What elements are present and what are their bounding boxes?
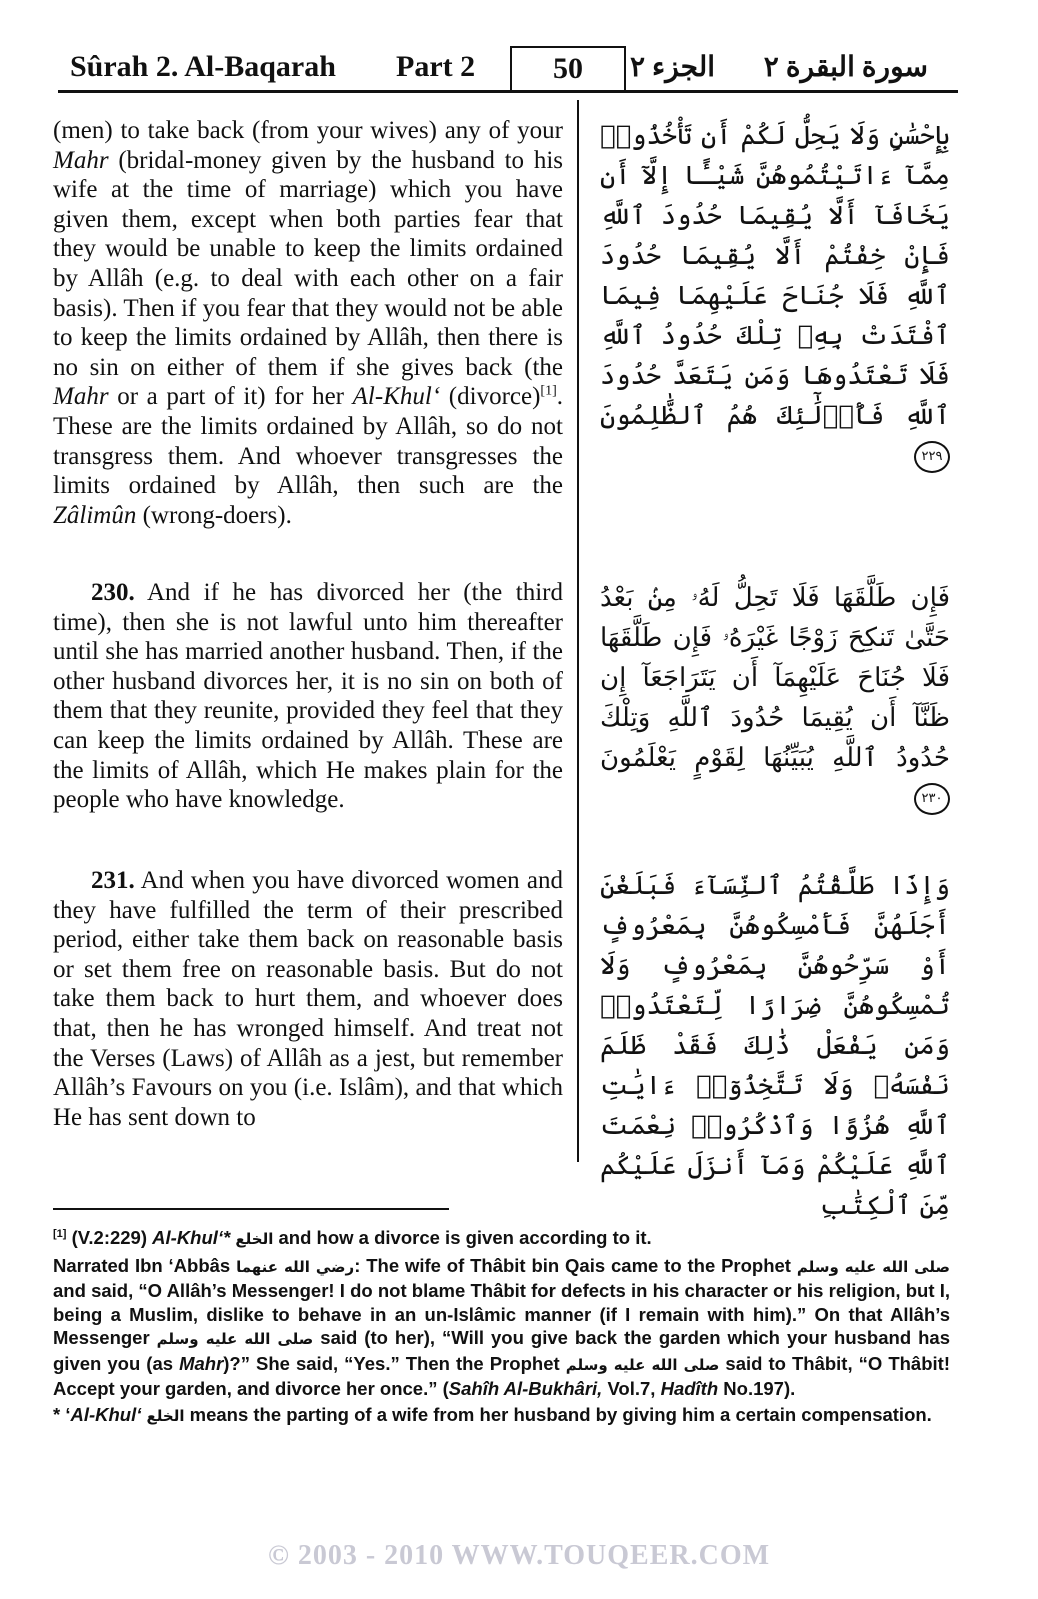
ayah-number-marker: ٢٣٠ (914, 783, 950, 815)
footnote-hadith: Narrated Ibn ‘Abbâs رضي الله عنهما: The wife of Thâbit bin Qais came to the Prophet صلى الله عليه وسلم and said, “O Allâh’s Messenger! I do not blame Thâbit for defects in his character or his religion, but I, being a Muslim, dislike to behave in an un-Islâmic manner (if I remain with him).” On that Allâh’s Messenger صلى الله عليه وسلم said (to her), “Will you give back the garden which your husband has given you (as Mahr)?” She said, “Yes.” Then the Prophet صلى الله عليه وسلم said to Thâbit, “O Thâbit! Accept your garden, and divorce her once.” (Sahîh Al-Bukhâri, Vol.7, Hadîth No.197). (53, 1254, 951, 1399)
term-mahr: Mahr (53, 383, 109, 411)
term-mahr: Mahr (53, 146, 109, 174)
footnote-1: [1] (V.2:229) Al-Khul‘* الخلع and how a divorce is given according to it. (53, 1227, 652, 1248)
part-label-arabic: الجزء ٢ (630, 52, 716, 83)
verse-number: 230. (91, 579, 135, 606)
surah-title-english: Sûrah 2. Al-Baqarah (70, 50, 336, 83)
translation-verse-229: (men) to take back (from your wives) any of your Mahr (bridal-money given by the husband to his wife at the time of marriage) which you have given them, except when both parties fear that they would be unable to keep the limits ordained by Allâh (e.g. to deal with each other on a fair basis). Then if you fear that they would not be able to keep the limits ordained by Allâh, then there is no sin on either of them if she gives back (the Mahr or a part of it) for her Al-Khul‘ (divorce)[1]. These are the limits ordained by Allâh, so do not transgress them. And whoever transgresses the limits ordained by Allâh, then such are the Zâlimûn (wrong-doers). (53, 117, 563, 529)
copyright-watermark: © 2003 - 2010 WWW.TOUQEER.COM (267, 1540, 771, 1571)
verse-number: 231. (91, 867, 135, 894)
surah-title-arabic: سورة البقرة ٢ (763, 52, 928, 83)
column-divider (577, 100, 579, 1162)
ayah-number-marker: ٢٢٩ (914, 441, 950, 473)
page-number: 50 (510, 46, 626, 90)
translation-verse-231: 231. And when you have divorced women and they have fulfilled the term of their prescribed period, either take them back on reasonable basis or set them free on reasonable basis. But do not take them back to hurt them, and whoever does that, then he has wronged himself. And treat not the Verses (Laws) of Allâh as a jest, but remember Allâh’s Favours on you (i.e. Islâm), and that which He has sent down to (53, 867, 563, 1131)
footnote-reference: [1] (540, 384, 557, 400)
arabic-verse-229: بِإِحْسَٰنٍ وَلَا يَحِلُّ لَكُمْ أَن تَأْخُذُوا۟ مِمَّآ ءَاتَيْتُمُوهُنَّ شَيْـًٔا إِلَّآ أَن يَخَافَآ أَلَّا يُقِيمَا حُدُودَ ٱللَّهِ فَإِنْ خِفْتُمْ أَلَّا يُقِيمَا حُدُودَ ٱللَّهِ فَلَا جُنَاحَ عَلَيْهِمَا فِيمَا ٱفْتَدَتْ بِهِۦ تِلْكَ حُدُودُ ٱللَّهِ فَلَا تَعْتَدُوهَا وَمَن يَتَعَدَّ حُدُودَ ٱللَّهِ فَأُو۟لَٰٓئِكَ هُمُ ٱلظَّٰلِمُونَ ٢٢٩ (600, 116, 950, 476)
footnote-divider (53, 1208, 449, 1210)
header-divider (58, 90, 958, 93)
term-zalimun: Zâlimûn (53, 501, 137, 529)
term-al-khul: Al-Khul‘ (352, 383, 441, 411)
part-label-english: Part 2 (396, 50, 476, 83)
footnote-definition: * ‘Al-Khul‘ الخلع means the parting of a wife from her husband by giving him a certain compensation. (53, 1403, 932, 1425)
arabic-verse-231: وَإِذَا طَلَّقْتُمُ ٱلنِّسَآءَ فَبَلَغْنَ أَجَلَهُنَّ فَأَمْسِكُوهُنَّ بِمَعْرُوفٍ أَوْ سَرِّحُوهُنَّ بِمَعْرُوفٍ وَلَا تُمْسِكُوهُنَّ ضِرَارًا لِّتَعْتَدُوا۟ وَمَن يَفْعَلْ ذَٰلِكَ فَقَدْ ظَلَمَ نَفْسَهُۥ وَلَا تَتَّخِذُوٓا۟ ءَايَٰتِ ٱللَّهِ هُزُوًا وَٱذْكُرُوا۟ نِعْمَتَ ٱللَّهِ عَلَيْكُمْ وَمَآ أَنزَلَ عَلَيْكُم مِّنَ ٱلْكِتَٰبِ (600, 871, 950, 1221)
footnotes (53, 1226, 950, 1430)
translation-verse-230: 230. And if he has divorced her (the third time), then she is not lawful unto him thereafter until she has married another husband. Then, if the other husband divorces her, it is no sin on both of them that they reunite, provided they feel that they can keep the limits ordained by Allâh. These are the limits of Allâh, which He makes plain for the people who have knowledge. (53, 579, 563, 814)
page-header (58, 46, 958, 96)
arabic-verse-230: فَإِن طَلَّقَهَا فَلَا تَحِلُّ لَهُۥ مِنۢ بَعْدُ حَتَّىٰ تَنكِحَ زَوْجًا غَيْرَهُۥ فَإِن طَلَّقَهَا فَلَا جُنَاحَ عَلَيْهِمَآ أَن يَتَرَاجَعَآ إِن ظَنَّآ أَن يُقِيمَا حُدُودَ ٱللَّهِ وَتِلْكَ حُدُودُ ٱللَّهِ يُبَيِّنُهَا لِقَوْمٍ يَعْلَمُونَ ٢٣٠ (600, 578, 950, 818)
